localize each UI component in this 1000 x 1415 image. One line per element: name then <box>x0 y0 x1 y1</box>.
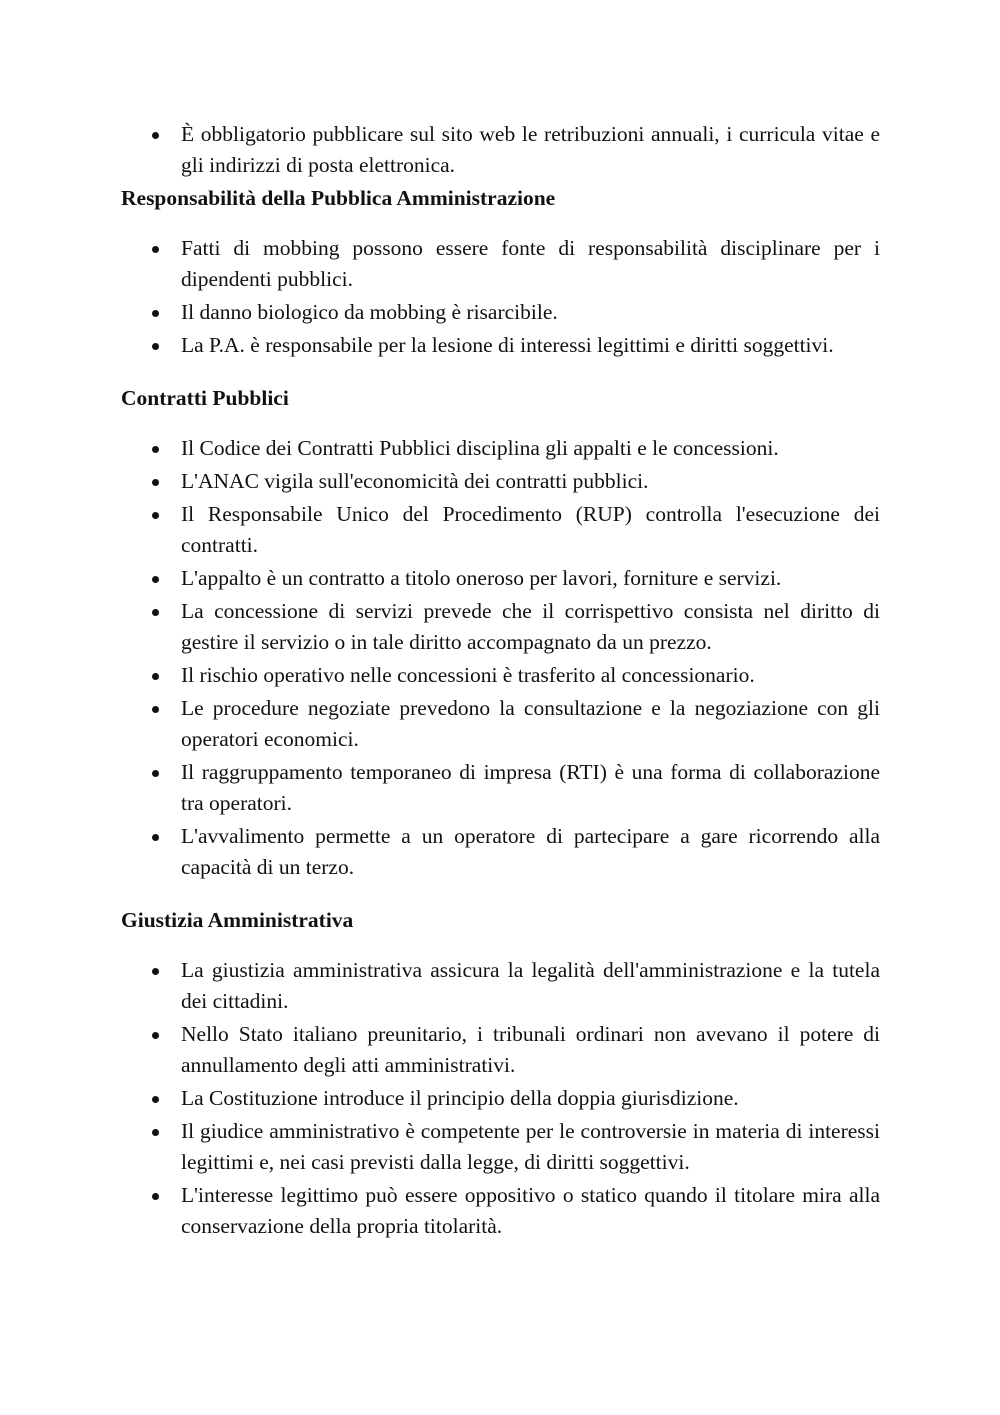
bullet-icon <box>152 343 159 350</box>
intro-list <box>121 119 880 181</box>
list-item-text: Il Responsabile Unico del Procedimento (RUP) controlla l'esecuzione dei contratti. <box>181 502 880 557</box>
list-item <box>121 660 880 691</box>
list-item-text: La giustizia amministrativa assicura la legalità dell'amministrazione e la tutela dei cittadini. <box>181 958 880 1013</box>
list-item-text: La Costituzione introduce il principio della doppia giurisdizione. <box>181 1086 739 1110</box>
bullet-icon <box>152 479 159 486</box>
bullet-icon <box>152 1129 159 1136</box>
section-list <box>121 433 880 883</box>
list-item-text: Il rischio operativo nelle concessioni è trasferito al concessionario. <box>181 663 755 687</box>
list-item <box>121 330 880 361</box>
list-item-text: Fatti di mobbing possono essere fonte di responsabilità disciplinare per i dipendenti pubblici. <box>181 236 880 291</box>
list-item <box>121 433 880 464</box>
list-item-text: Il giudice amministrativo è competente per le controversie in materia di interessi legittimi e, nei casi previsti dalla legge, di diritti soggettivi. <box>181 1119 880 1174</box>
list-item-text: La P.A. è responsabile per la lesione di interessi legittimi e diritti soggettivi. <box>181 333 834 357</box>
list-item <box>121 955 880 1017</box>
list-item <box>121 466 880 497</box>
document-page <box>121 119 880 1264</box>
list-item <box>121 297 880 328</box>
list-item-text: Il danno biologico da mobbing è risarcibile. <box>181 300 558 324</box>
bullet-icon <box>152 1096 159 1103</box>
list-item <box>121 233 880 295</box>
list-item <box>121 596 880 658</box>
list-item <box>121 821 880 883</box>
bullet-icon <box>152 132 159 139</box>
bullet-icon <box>152 673 159 680</box>
list-item-text: Il raggruppamento temporaneo di impresa (RTI) è una forma di collaborazione tra operatori. <box>181 760 880 815</box>
list-item-text: L'interesse legittimo può essere oppositivo o statico quando il titolare mira alla conservazione della propria titolarità. <box>181 1183 880 1238</box>
section-giustizia <box>121 905 880 1242</box>
list-item-text: Le procedure negoziate prevedono la consultazione e la negoziazione con gli operatori economici. <box>181 696 880 751</box>
bullet-icon <box>152 246 159 253</box>
section-contratti <box>121 383 880 883</box>
list-item <box>121 499 880 561</box>
list-item <box>121 563 880 594</box>
list-item-text: L'ANAC vigila sull'economicità dei contratti pubblici. <box>181 469 649 493</box>
section-heading: Giustizia Amministrativa <box>121 908 354 932</box>
list-item-text: È obbligatorio pubblicare sul sito web le retribuzioni annuali, i curricula vitae e gli indirizzi di posta elettronica. <box>181 122 880 177</box>
bullet-icon <box>152 1032 159 1039</box>
bullet-icon <box>152 310 159 317</box>
list-item <box>121 757 880 819</box>
list-item <box>121 119 880 181</box>
section-responsabilita <box>121 183 880 361</box>
list-item <box>121 693 880 755</box>
bullet-icon <box>152 446 159 453</box>
bullet-icon <box>152 834 159 841</box>
bullet-icon <box>152 1193 159 1200</box>
list-item <box>121 1116 880 1178</box>
bullet-icon <box>152 770 159 777</box>
list-item-text: Il Codice dei Contratti Pubblici disciplina gli appalti e le concessioni. <box>181 436 779 460</box>
list-item-text: Nello Stato italiano preunitario, i tribunali ordinari non avevano il potere di annullamento degli atti amministrativi. <box>181 1022 880 1077</box>
list-item <box>121 1083 880 1114</box>
bullet-icon <box>152 512 159 519</box>
bullet-icon <box>152 706 159 713</box>
section-heading: Contratti Pubblici <box>121 386 289 410</box>
section-list <box>121 233 880 361</box>
list-item <box>121 1180 880 1242</box>
list-item-text: La concessione di servizi prevede che il corrispettivo consista nel diritto di gestire il servizio o in tale diritto accompagnato da un prezzo. <box>181 599 880 654</box>
list-item-text: L'appalto è un contratto a titolo oneroso per lavori, forniture e servizi. <box>181 566 782 590</box>
section-list <box>121 955 880 1242</box>
list-item <box>121 1019 880 1081</box>
bullet-icon <box>152 609 159 616</box>
list-item-text: L'avvalimento permette a un operatore di partecipare a gare ricorrendo alla capacità di un terzo. <box>181 824 880 879</box>
bullet-icon <box>152 968 159 975</box>
section-heading: Responsabilità della Pubblica Amministrazione <box>121 186 556 210</box>
bullet-icon <box>152 576 159 583</box>
